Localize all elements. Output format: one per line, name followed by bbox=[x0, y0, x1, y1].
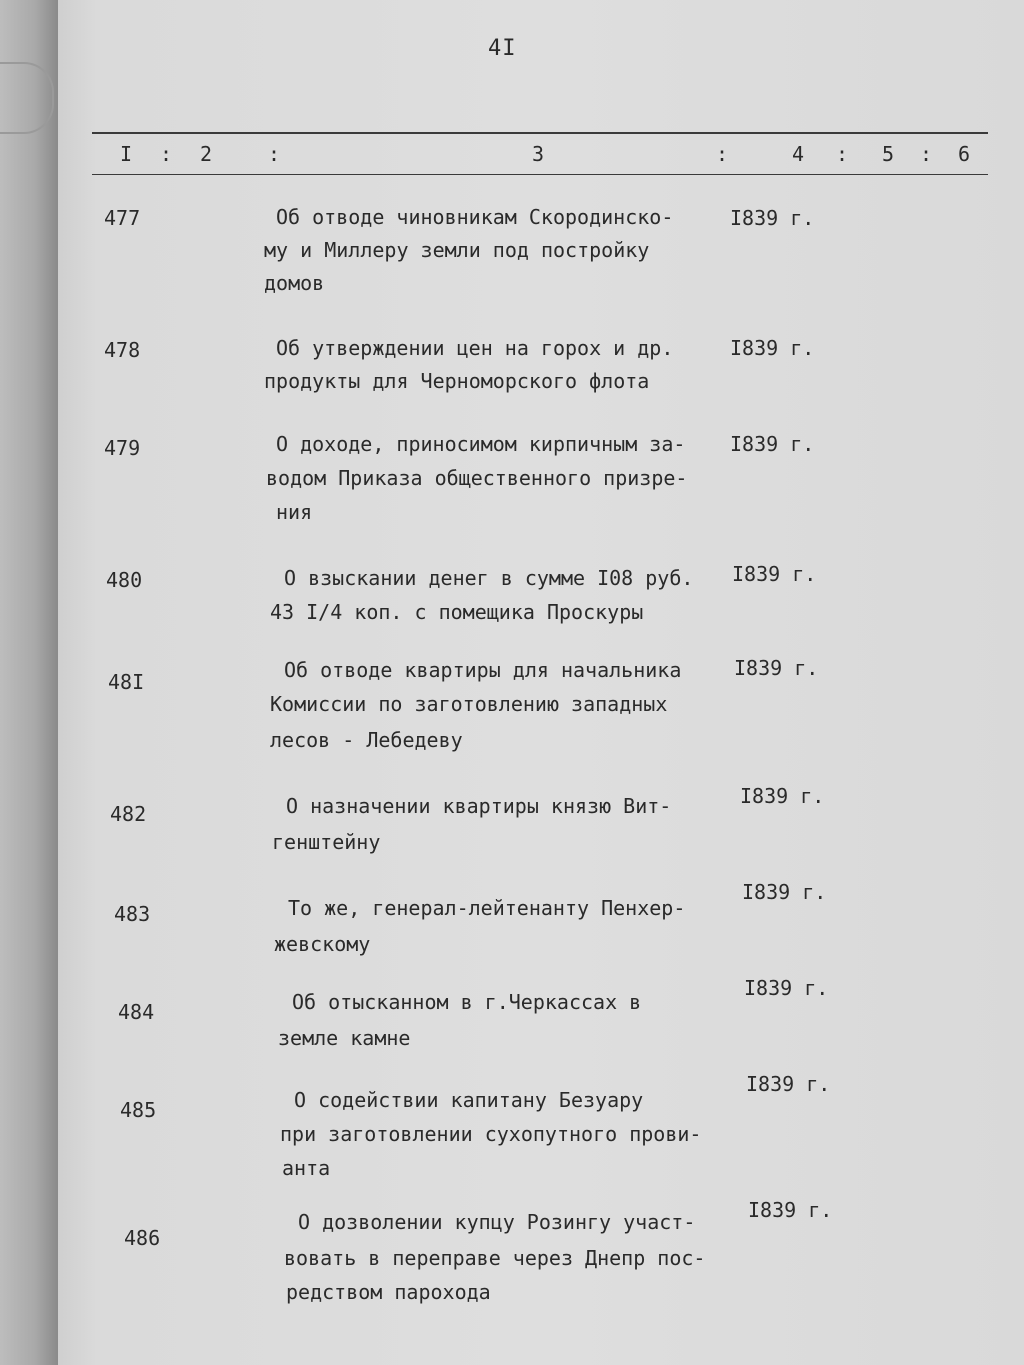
entry-line: Об отводе квартиры для начальника bbox=[284, 658, 682, 682]
entry-line: вовать в переправе через Днепр пос- bbox=[284, 1246, 706, 1270]
entry-line: О содействии капитану Безуару bbox=[294, 1088, 644, 1112]
entry-year: I839 г. bbox=[746, 1072, 831, 1096]
entry-year: I839 г. bbox=[744, 976, 829, 1000]
entry-number: 48I bbox=[108, 670, 145, 694]
entry-line: О взыскании денег в сумме I08 руб. bbox=[284, 566, 694, 590]
entry-year: I839 г. bbox=[730, 432, 815, 456]
entry-number: 482 bbox=[110, 802, 147, 826]
entry-line: анта bbox=[282, 1156, 331, 1180]
entry-line: О дозволении купцу Розингу участ- bbox=[298, 1210, 696, 1234]
entry-line: О доходе, приносимом кирпичным за- bbox=[276, 432, 686, 456]
entry-number: 484 bbox=[118, 1000, 155, 1024]
column-separator: : bbox=[716, 142, 729, 166]
entry-year: I839 г. bbox=[748, 1198, 833, 1222]
entry-line: домов bbox=[264, 271, 325, 295]
entry-number: 483 bbox=[114, 902, 151, 926]
column-header-6: 6 bbox=[958, 142, 971, 166]
page-number: 4I bbox=[488, 36, 517, 61]
entry-line: продукты для Черноморского флота bbox=[264, 369, 650, 393]
entry-line: О назначении квартиры князю Вит- bbox=[286, 794, 672, 818]
column-header-5: 5 bbox=[882, 142, 895, 166]
stamp-mark bbox=[0, 62, 54, 134]
entry-year: I839 г. bbox=[730, 336, 815, 360]
entry-year: I839 г. bbox=[730, 206, 815, 230]
entry-number: 479 bbox=[104, 436, 141, 460]
column-separator: : bbox=[836, 142, 849, 166]
entry-number: 477 bbox=[104, 206, 141, 230]
column-header-4: 4 bbox=[792, 142, 805, 166]
entry-year: I839 г. bbox=[742, 880, 827, 904]
column-separator: : bbox=[268, 142, 281, 166]
column-header-2: 2 bbox=[200, 142, 213, 166]
entry-number: 480 bbox=[106, 568, 143, 592]
column-separator: : bbox=[160, 142, 173, 166]
entry-line: генштейну bbox=[272, 830, 381, 854]
entry-line: Об отводе чиновникам Скородинско- bbox=[276, 205, 674, 229]
column-header-3: 3 bbox=[532, 142, 545, 166]
adjacent-page-edge bbox=[0, 0, 58, 1365]
entry-line: ния bbox=[276, 500, 313, 524]
column-separator: : bbox=[920, 142, 933, 166]
entry-year: I839 г. bbox=[734, 656, 819, 680]
entry-number: 478 bbox=[104, 338, 141, 362]
column-header-1: I bbox=[120, 142, 133, 166]
entry-line: 43 I/4 коп. с помещика Проскуры bbox=[270, 600, 644, 624]
entry-line: му и Миллеру земли под постройку bbox=[264, 238, 650, 262]
header-top-rule bbox=[92, 132, 988, 134]
entry-line: То же, генерал-лейтенанту Пенхер- bbox=[288, 896, 686, 920]
entry-line: земле камне bbox=[278, 1026, 411, 1050]
entry-year: I839 г. bbox=[740, 784, 825, 808]
entry-line: при заготовлении сухопутного прови- bbox=[280, 1122, 702, 1146]
entry-line: Комиссии по заготовлению западных bbox=[270, 692, 668, 716]
entry-year: I839 г. bbox=[732, 562, 817, 586]
entry-line: жевскому bbox=[274, 932, 371, 956]
entry-number: 485 bbox=[120, 1098, 157, 1122]
entry-line: Об отысканном в г.Черкассах в bbox=[292, 990, 642, 1014]
header-bottom-rule bbox=[92, 174, 988, 175]
entry-line: Об утверждении цен на горох и др. bbox=[276, 336, 674, 360]
entry-line: водом Приказа общественного призре- bbox=[266, 466, 688, 490]
entry-line: лесов - Лебедеву bbox=[270, 728, 463, 752]
entry-number: 486 bbox=[124, 1226, 161, 1250]
entry-line: редством парохода bbox=[286, 1280, 491, 1304]
